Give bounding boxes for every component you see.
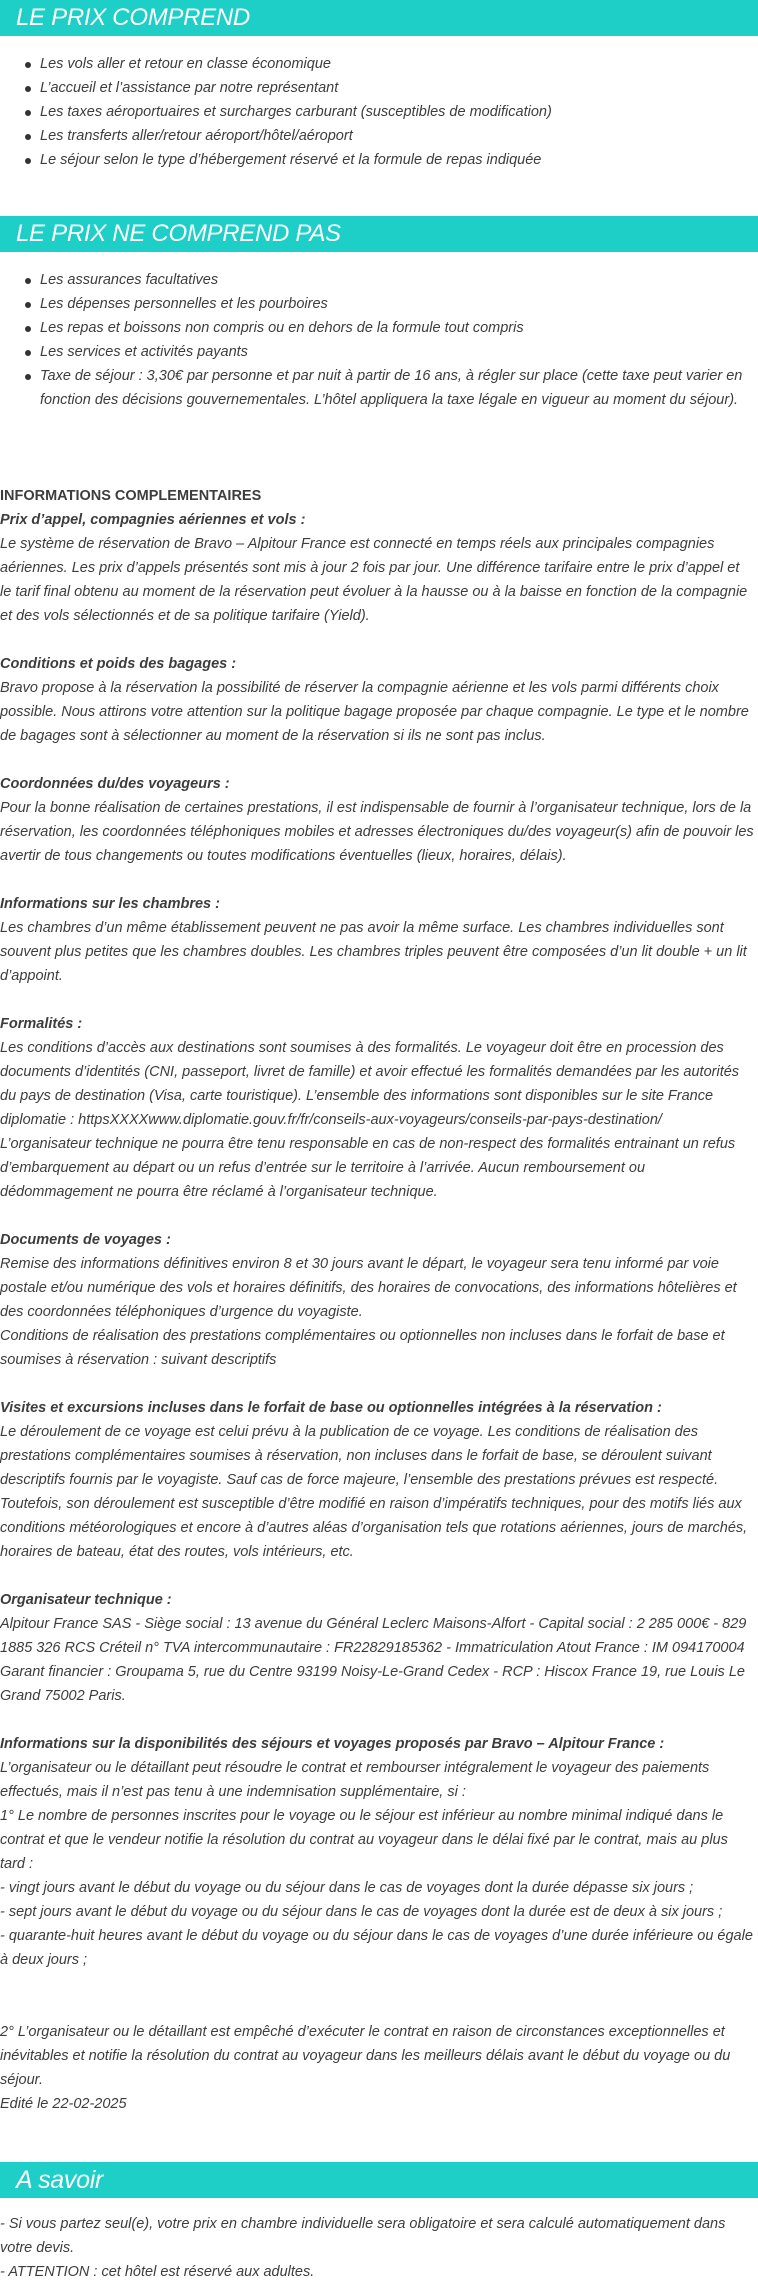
chambres-title: Informations sur les chambres : [0,896,220,912]
a-savoir-line: - ATTENTION : cet hôtel est réservé aux adultes. [0,2264,315,2280]
list-item: Les services et activités payants [40,340,758,364]
prix-appel-title: Prix d’appel, compagnies aériennes et vols : [0,512,306,528]
disponibilite-line: - vingt jours avant le début du voyage ou du séjour dans le cas de voyages dont la durée dépasse six jours ; [0,1880,694,1896]
coordonnees-text: Pour la bonne réalisation de certaines prestations, il est indispensable de fournir à l’organisateur technique, lors de la réservation, les coordonnées téléphoniques mobiles et adresses électroniques du/des voyageur(s) afin de pouvoir les avertir de tous changements ou toutes modifications éventuelles (lieux, horaires, délais). [0,800,754,864]
organisateur-text: Alpitour France SAS - Siège social : 13 avenue du Général Leclerc Maisons-Alfort - Capital social : 2 285 000€ - 829 1885 326 RCS Créteil n° TVA intercommunautaire : FR22829185362 - Immatriculation Atout France : IM 094170004 Garant financier : Groupama 5, rue du Centre 93199 Noisy-Le-Grand Cedex - RCP : Hiscox France 19, rue Louis Le Grand 75002 Paris. [0,1616,747,1704]
chambres-text: Les chambres d’un même établissement peuvent ne pas avoir la même surface. Les chambres individuelles sont souvent plus petites que les chambres doubles. Les chambres triples peuvent être composées d’un lit double + un lit d’appoint. [0,920,747,984]
list-item: Taxe de séjour : 3,30€ par personne et par nuit à partir de 16 ans, à régler sur place (cette taxe peut varier en fonction des décisions gouvernementales. L’hôtel appliquera la taxe légale en vigueur au moment du séjour). [40,364,758,412]
visites-title: Visites et excursions incluses dans le forfait de base ou optionnelles intégrées à la réservation : [0,1400,662,1416]
list-item: Les dépenses personnelles et les pourboires [40,292,758,316]
list-item: Le séjour selon le type d’hébergement réservé et la formule de repas indiquée [40,148,758,172]
infos-heading: INFORMATIONS COMPLEMENTAIRES [0,488,262,504]
bagages-title: Conditions et poids des bagages : [0,656,237,672]
formalites-text-responsabilite: L’organisateur technique ne pourra être tenu responsable en cas de non-respect des formalités entrainant un refus d’embarquement au départ ou un refus d’entrée sur le territoire à l’arrivée. Aucun remboursement ou dédommagement ne pourra être réclamé à l’organisateur technique. [0,1136,736,1200]
bagages-text: Bravo propose à la réservation la possibilité de réserver la compagnie aérienne et les vols parmi différents choix possible. Nous attirons votre attention sur la politique bagage proposée par chaque compagnie. Le type et le nombre de bagages sont à sélectionner au moment de la réservation si ils ne sont pas inclus. [0,680,749,744]
disponibilite-line: L’organisateur ou le détaillant peut résoudre le contrat et rembourser intégralement le voyageur des paiements effectués, mais il n’est pas tenu à une indemnisation supplémentaire, si : [0,1760,710,1800]
organisateur-title: Organisateur technique : [0,1592,172,1608]
list-item: Les assurances facultatives [40,268,758,292]
formalites-title: Formalités : [0,1016,83,1032]
disponibilite-line: 1° Le nombre de personnes inscrites pour le voyage ou le séjour est inférieur au nombre minimal indiqué dans le contrat et que le vendeur notifie la résolution du contrat au voyageur dans le délai fixé par le contrat, mais au plus tard : [0,1808,728,1872]
informations-complementaires [0,484,758,2116]
section-title-prix-comprend: LE PRIX COMPREND [0,0,758,36]
prix-ne-comprend-list [0,268,758,412]
list-item: Les vols aller et retour en classe économique [40,52,758,76]
a-savoir-line: - Si vous partez seul(e), votre prix en chambre individuelle sera obligatoire et sera calculé automatiquement dans votre devis. [0,2216,726,2256]
disponibilite-line-2: 2° L’organisateur ou le détaillant est empêché d’exécuter le contrat en raison de circonstances exceptionnelles et inévitables et notifie la résolution du contrat au voyageur dans les meilleurs délais avant le début du voyage ou du séjour. [0,2024,731,2088]
formalites-text: Les conditions d’accès aux destinations sont soumises à des formalités. Le voyageur doit être en procession des documents d’identités (CNI, passeport, livret de famille) et avoir effectué les formalités demandées par les autorités du pays de destination (Visa, carte touristique). L’ensemble des informations sont disponibles sur le site France diplomatie : httpsXXXXwww.diplomatie.gouv.fr/fr/conseils-aux-voyageurs/conseils-par-pays-destination/ [0,1040,740,1128]
prix-appel-text: Le système de réservation de Bravo – Alpitour France est connecté en temps réels aux principales compagnies aériennes. Les prix d’appels présentés sont mis à jour 2 fois par jour. Une différence tarifaire entre le prix d’appel et le tarif final obtenu au moment de la réservation peut évoluer à la hausse ou à la baisse en fonction de la compagnie et des vols sélectionnés et de sa politique tarifaire (Yield). [0,536,748,624]
visites-text: Le déroulement de ce voyage est celui prévu à la publication de ce voyage. Les conditions de réalisation des prestations complémentaires soumises à réservation, non incluses dans le forfait de base, se déroulent suivant descriptifs fournis par le voyagiste. Sauf cas de force majeure, l’ensemble des prestations prévues est respecté. Toutefois, son déroulement est susceptible d’être modifié en raison d’impératifs techniques, pour des motifs liés aux conditions météorologiques et encore à d’autres aléas d’organisation tels que rotations aériennes, jours de marchés, horaires de bateau, état des routes, vols intérieurs, etc. [0,1424,748,1560]
coordonnees-title: Coordonnées du/des voyageurs : [0,776,230,792]
disponibilite-line: - sept jours avant le début du voyage ou du séjour dans le cas de voyages dont la durée est de deux à six jours ; [0,1904,723,1920]
list-item: Les repas et boissons non compris ou en dehors de la formule tout compris [40,316,758,340]
prix-comprend-list [0,52,758,172]
list-item: Les transferts aller/retour aéroport/hôtel/aéroport [40,124,758,148]
documents-text: Remise des informations définitives environ 8 et 30 jours avant le départ, le voyageur sera tenu informé par voie postale et/ou numérique des vols et horaires définitifs, des horaires de convocations, des informations hôtelières et des coordonnées téléphoniques d’urgence du voyagiste. [0,1256,737,1320]
list-item: L’accueil et l’assistance par notre représentant [40,76,758,100]
section-title-prix-ne-comprend-pas: LE PRIX NE COMPREND PAS [0,216,758,252]
documents-title: Documents de voyages : [0,1232,171,1248]
disponibilite-line: - quarante-huit heures avant le début du voyage ou du séjour dans le cas de voyages d’une durée inférieure ou égale à deux jours ; [0,1928,753,1968]
edited-date: Edité le 22-02-2025 [0,2096,127,2112]
disponibilite-title: Informations sur la disponibilités des séjours et voyages proposés par Bravo – Alpitour France : [0,1736,665,1752]
documents-conditions-text: Conditions de réalisation des prestations complémentaires ou optionnelles non incluses dans le forfait de base et soumises à réservation : suivant descriptifs [0,1328,725,1368]
list-item: Les taxes aéroportuaires et surcharges carburant (susceptibles de modification) [40,100,758,124]
section-title-a-savoir: A savoir [0,2162,758,2198]
a-savoir-content [0,2212,758,2284]
